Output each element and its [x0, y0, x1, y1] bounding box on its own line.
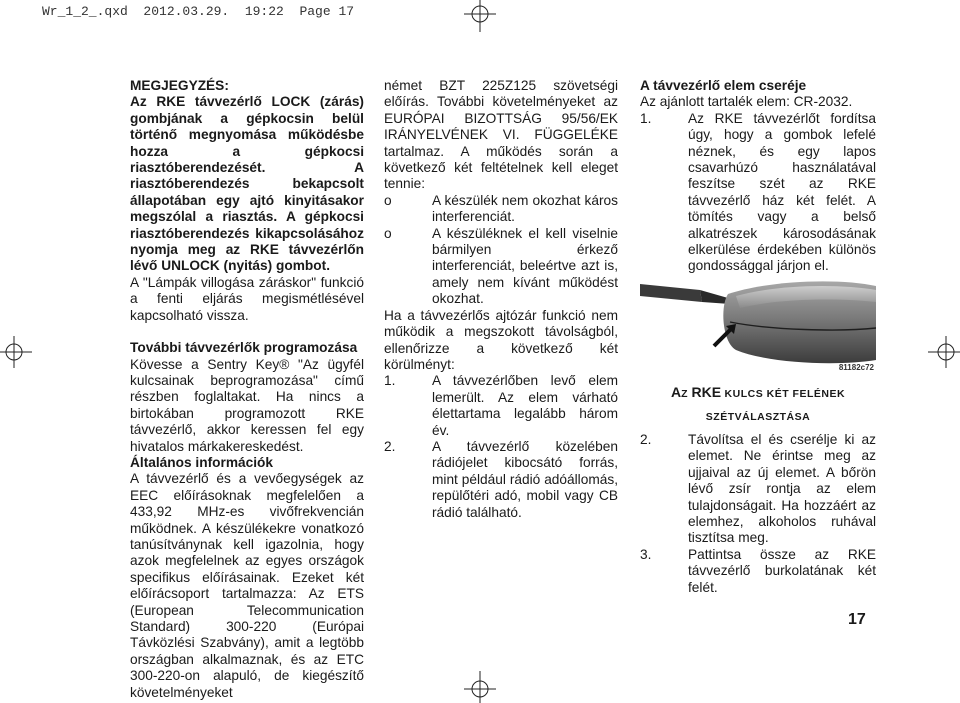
programming-heading: További távvezérlők programozása — [130, 340, 358, 356]
caption-part: KULCS KÉT FELÉNEK — [724, 388, 846, 400]
list-item-text: A távvezérlőben levő elem lemerült. Az elem várható élettartama legalább három év. — [432, 373, 618, 438]
page-number: 17 — [848, 611, 866, 628]
registration-mark-bottom — [464, 671, 496, 703]
key-fob-figure — [640, 250, 876, 376]
battery-heading: A távvezérlő elem cseréje — [640, 78, 807, 93]
list-item-text: A készülék nem okozhat káros interferenciát. — [432, 192, 618, 225]
figure-caption — [640, 384, 876, 426]
general-info-heading: Általános információk — [130, 454, 273, 470]
list-item-marker: 2. — [640, 432, 652, 447]
list-item-marker: 3. — [640, 546, 652, 562]
key-fob-separation-image — [640, 250, 876, 376]
flash-lights-paragraph: A "Lámpák villogása záráskor" funkció a fenti eljárás megismétlésével kapcsolható vissza. — [130, 274, 364, 323]
list-item-marker: 1. — [640, 110, 652, 126]
caption-part: A — [670, 384, 682, 400]
list-item-marker: o — [384, 225, 392, 241]
note-paragraph: Az RKE távvezérlő LOCK (zárás) gombjának a gépkocsin belül történő megnyomása működésbe hozza a gépkocsi riasztóberendezését. A riasztóberendezés bekapcsolt állapotában egy ajtó kinyitásakor megszólal a riasztás. A gépkocsi riasztóberendezés kikapcsolásához nyomja meg az RKE távvezérlőn lévő UNLOCK (nyitás) gombot. — [130, 94, 364, 274]
column-2 — [384, 78, 618, 521]
list-item-text: Távolítsa el és cserélje ki az elemet. Ne érintse meg az ujjaival az új elemet. A bőrön lévő zsír rontja az elem tulajdonságait. Ha hozzáért az elemhez, alkoholos ruhával tisztítsa meg. — [688, 432, 876, 546]
list-item-text: Az RKE távvezérlőt fordítsa úgy, hogy a gombok lefelé néznek, és egy lapos csavarhúzó használatával feszítse szét az RKE távvezérlő ház két felét. A tömítés vagy a belső alkatrészek károsodásának elkerülése érdekében különös gondossággal járjon el. — [688, 110, 876, 274]
list-item — [640, 432, 876, 547]
caption-part: RKE — [691, 384, 722, 400]
range-paragraph: Ha a távvezérlős ajtózár funkció nem működik a megszokott távolságból, ellenőrizze a következő két körülményt: — [384, 307, 618, 372]
list-item — [384, 373, 618, 439]
list-item-marker: 2. — [384, 438, 396, 454]
programming-paragraph: Kövesse a Sentry Key® "Az ügyfél kulcsainak beprogramozása" című részben foglaltakat. Ha nincs a birtokában programozott RKE távvezérlő, akkor keressen fel egy hivatalos márkakereskedést. — [130, 356, 364, 454]
column-3 — [640, 78, 876, 275]
caption-part: SZÉTVÁLASZTÁSA — [705, 411, 811, 424]
column-1 — [130, 78, 364, 701]
registration-mark-right — [928, 336, 960, 368]
list-item — [384, 226, 618, 308]
list-item-marker: o — [384, 192, 392, 208]
general-info-paragraph: A távvezérlő és a vevőegységek az EEC előírásoknak megfelelően a 433,92 MHz-es vivőfrekvencián működnek. A készülékekre vonatkozó tanúsítványnak kell igazolnia, hogy azok megfelelnek az egyes országok specifikus előírásainak. Ezeket két előírácsoport tartalmazza: Az ETS (European Telecommunication Standard) 300-220 (Európai Távközlési Szabvány), amit a legtöbb országban alkalmaznak, és az ETC 300-220-on alapuló, de kiegészítő követelményeket — [130, 471, 364, 700]
list-item-text: A készüléknek el kell viselnie bármilyen érkező interferenciát, beleértve azt is, amely nem kívánt működést okozhat. — [432, 225, 618, 307]
caption-part: Z — [681, 388, 688, 400]
note-heading: MEGJEGYZÉS: — [130, 78, 229, 93]
figure-code: 81182c72 — [838, 363, 874, 372]
column-3-lower — [640, 432, 876, 596]
list-item — [640, 547, 876, 596]
list-item-text: Pattintsa össze az RKE távvezérlő burkolatának két felét. — [688, 546, 876, 595]
list-item — [384, 439, 618, 521]
print-slug: Wr_1_2_.qxd 2012.03.29. 19:22 Page 17 — [42, 4, 355, 19]
list-item-text: A távvezérlő közelében rádiójelet kibocsátó forrás, mint például rádió adóállomás, repülőtéri adó, mobil vagy CB rádió található. — [432, 438, 618, 520]
registration-mark-top — [464, 0, 496, 32]
list-item-marker: 1. — [384, 373, 396, 389]
list-item — [384, 193, 618, 226]
battery-type-paragraph: Az ajánlott tartalék elem: CR-2032. — [640, 94, 853, 110]
registration-mark-left — [0, 336, 32, 368]
regulation-paragraph: német BZT 225Z125 szövetségi előírás. További követelményeket az EURÓPAI BIZOTTSÁG 95/56/EK IRÁNYELVÉNEK VI. FÜGGELÉKE tartalmaz. A működés során a következő két feltételnek kell eleget tennie: — [384, 78, 618, 192]
